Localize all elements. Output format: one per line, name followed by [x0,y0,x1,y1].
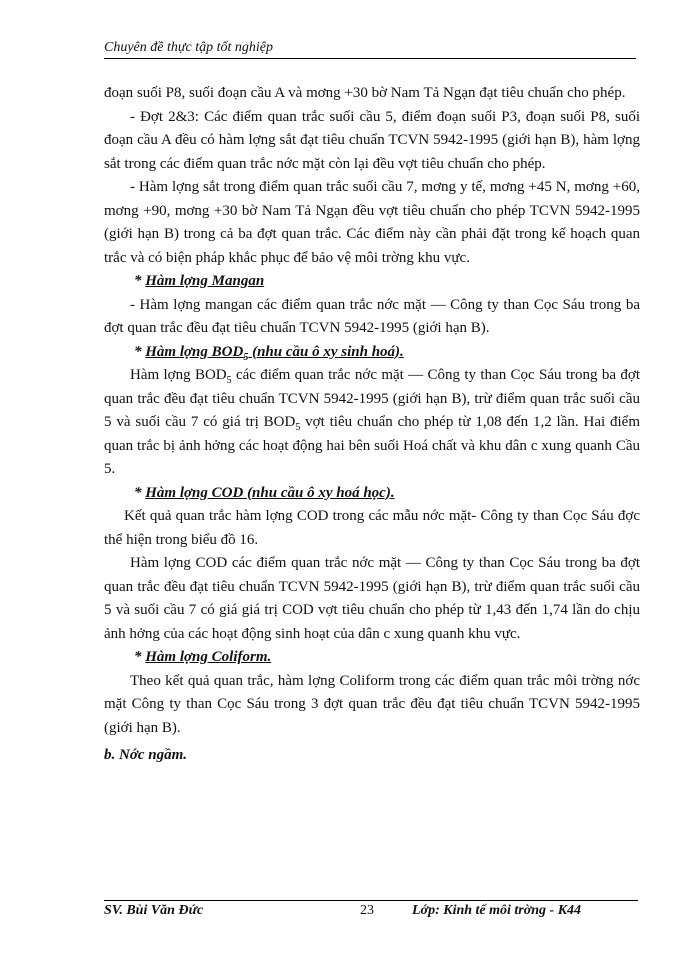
footer-author: SV. Bùi Văn Đức [104,903,204,918]
section-heading-cod [104,482,640,506]
heading-text: Hàm lợng COD (nhu cầu ô xy hoá học). [145,484,395,501]
paragraph: Kết quả quan trắc hàm lợng COD trong các mẫu nớc mặt- Công ty than Cọc Sáu đợc thể hiện trong biểu đồ 16. [104,508,640,548]
paragraph: Theo kết quả quan trắc, hàm lợng Coliform trong các điểm quan trắc môi trờng nớc mặt Công ty than Cọc Sáu trong 3 đợt quan trắc đều đạt tiêu chuẩn TCVN 5942-1995 (giới hạn B). [104,672,640,736]
paragraph: - Đợt 2&3: Các điểm quan trắc suối cầu 5, điểm đoạn suối P3, đoạn suối P8, suối đoạn cầu A đều có hàm lợng sắt đạt tiêu chuẩn TCVN 5942-1995 (giới hạn B), hàm lợng sắt trong các điểm quan trắc nớc mặt còn lại đều vợt tiêu chuẩn cho phép. [104,108,640,172]
paragraph: - Hàm lợng mangan các điểm quan trắc nớc mặt — Công ty than Cọc Sáu trong ba đợt quan trắc đều đạt tiêu chuẩn TCVN 5942-1995 (giới hạn B). [104,296,640,336]
document-body [104,82,640,768]
section-heading-bod [104,341,640,365]
footer-class: Lớp: Kinh tế môi trờng - K44 [412,903,582,918]
heading-text: Hàm lợng Mangan [145,273,265,289]
section-heading-coliform [104,646,640,670]
subscript: 5 [243,351,249,363]
paragraph: - Hàm lợng sắt trong điểm quan trắc suối cầu 7, mơng y tế, mơng +45 N, mơng +60, mơng +90, mơng +30 bờ Nam Tả Ngạn đều vợt tiêu chuẩn cho phép TCVN 5942-1995 (giới hạn B) trong cả ba đợt quan trắc. Các điểm này cần phải đặt trong kế hoạch quan trắc và có biện pháp khắc phục để bảo vệ môi trờng khu vực. [104,179,640,266]
heading-marker: * [134,649,142,665]
subscript: 5 [295,422,301,433]
page-header: Chuyên đề thực tập tốt nghiệp [104,40,636,59]
footer-divider [104,900,638,901]
paragraph: đoạn suối P8, suối đoạn cầu A và mơng +30 bờ Nam Tả Ngạn đạt tiêu chuẩn cho phép. [104,85,626,101]
heading-text-part: (nhu cầu ô xy sinh hoá). [248,343,404,360]
heading-text-part: Hàm lợng BOD [145,343,244,360]
heading-marker: * [134,343,142,360]
text-run: Hàm lợng BOD [130,367,227,383]
heading-text [145,343,404,363]
heading-text: Hàm lợng Coliform. [145,649,272,665]
heading-marker: * [134,484,142,501]
heading-marker: * [134,273,142,289]
text-run: vợt tiêu chuẩn cho phép từ 1,08 đến 1,2 lần. Hai điểm quan trắc bị ảnh hởng các hoạt động hai bên suối Hoá chất và khu dân c xung quanh Cầu 5. [104,414,640,477]
section-heading-mangan [104,270,640,294]
paragraph [104,364,640,482]
section-heading-groundwater: b. Nớc ngầm. [104,747,188,763]
page-number: 23 [360,903,374,918]
text-run: các điểm quan trắc nớc mặt — Công ty than Cọc Sáu trong ba đợt quan trắc đều đạt tiêu chuẩn TCVN 5942-1995 (giới hạn B), trừ điểm quan trắc suối cầu 5 và suối cầu 7 có giá trị BOD [104,367,640,430]
paragraph: Hàm lợng COD các điểm quan trắc nớc mặt — Công ty than Cọc Sáu trong ba đợt quan trắc đều đạt tiêu chuẩn TCVN 5942-1995 (giới hạn B), trừ điểm quan trắc suối cầu 5 và suối cầu 7 có giá giá trị COD vợt tiêu chuẩn cho phép từ 1,43 đến 1,74 lần do chịu ảnh hởng của các hoạt động sinh hoạt của dân c xung quanh khu vực. [104,555,640,642]
subscript: 5 [226,375,232,386]
